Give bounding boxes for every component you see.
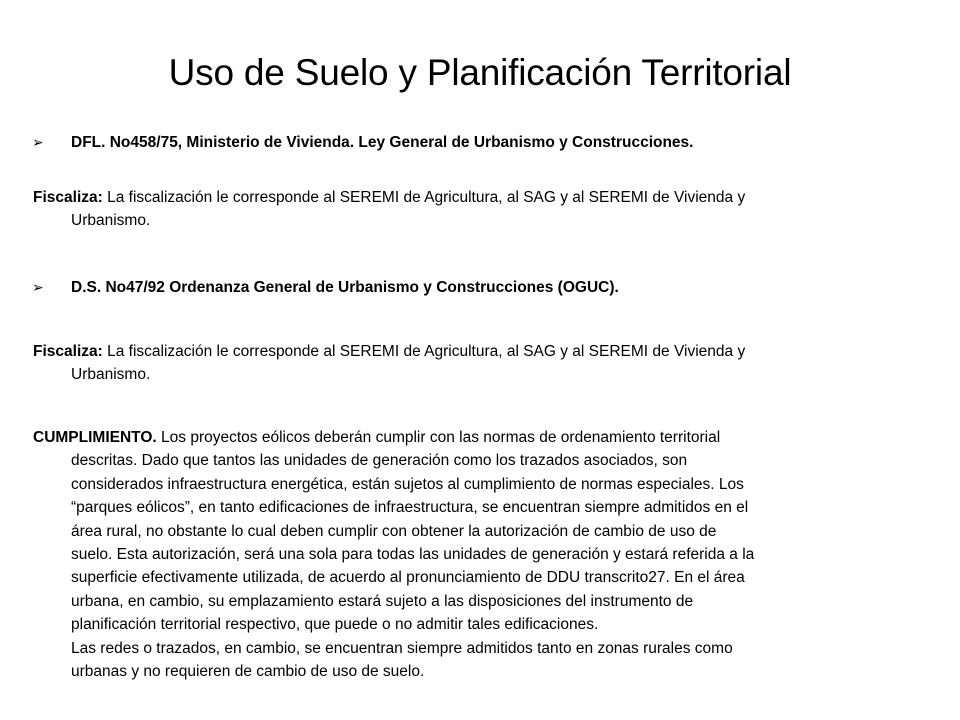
cumplimiento-line: planificación territorial respectivo, que puede o no admitir tales edificaciones. (71, 616, 599, 634)
cumplimiento-line: urbana, en cambio, su emplazamiento estará sujeto a las disposiciones del instrumento de (71, 592, 694, 610)
fiscaliza-label: Fiscaliza: (33, 189, 103, 206)
arrow-bullet-icon: ➢ (32, 134, 44, 150)
fiscaliza-continuation: Urbanismo. (71, 212, 151, 230)
cumplimiento-line: urbanas y no requieren de cambio de uso de suelo. (71, 663, 425, 681)
cumplimiento-line: Las redes o trazados, en cambio, se encuentran siempre admitidos tanto en zonas rurales como (71, 639, 733, 657)
cumplimiento-text: Los proyectos eólicos deberán cumplir con las normas de ordenamiento territorial (156, 429, 721, 446)
fiscaliza-text: La fiscalización le corresponde al SEREMI de Agricultura, al SAG y al SEREMI de Vivienda y (102, 343, 746, 360)
fiscaliza-paragraph (33, 340, 933, 387)
cumplimiento-line (33, 426, 933, 449)
cumplimiento-label: CUMPLIMIENTO. (33, 429, 157, 446)
fiscaliza-continuation: Urbanismo. (71, 366, 151, 384)
bullet-item-dfl (32, 131, 693, 154)
cumplimiento-line: considerados infraestructura energética, están sujetos al cumplimiento de normas especiales. Los (71, 475, 744, 493)
arrow-bullet-icon: ➢ (32, 279, 44, 295)
bullet-text: D.S. No47/92 Ordenanza General de Urbanismo y Construcciones (OGUC). (71, 279, 619, 296)
cumplimiento-paragraph (33, 426, 933, 683)
fiscaliza-paragraph (33, 186, 933, 233)
fiscaliza-line (33, 186, 933, 209)
bullet-text: DFL. No458/75, Ministerio de Vivienda. Ley General de Urbanismo y Construcciones. (71, 134, 694, 151)
fiscaliza-line (33, 340, 933, 363)
slide-title: Uso de Suelo y Planificación Territorial (168, 52, 792, 93)
cumplimiento-line: superficie efectivamente utilizada, de acuerdo al pronunciamiento de DDU transcrito27. En el área (71, 569, 745, 587)
fiscaliza-text: La fiscalización le corresponde al SEREMI de Agricultura, al SAG y al SEREMI de Vivienda y (102, 189, 746, 206)
bullet-item-ds (32, 276, 619, 299)
cumplimiento-line: descritas. Dado que tantos las unidades de generación como los trazados asociados, son (71, 452, 688, 470)
cumplimiento-line: “parques eólicos”, en tanto edificaciones de infraestructura, se encuentran siempre admitidos en el (71, 499, 749, 517)
cumplimiento-line: área rural, no obstante lo cual deben cumplir con obtener la autorización de cambio de uso de (71, 522, 717, 540)
fiscaliza-label: Fiscaliza: (33, 343, 103, 360)
cumplimiento-line: suelo. Esta autorización, será una sola para todas las unidades de generación y estará referida a la (71, 546, 755, 564)
